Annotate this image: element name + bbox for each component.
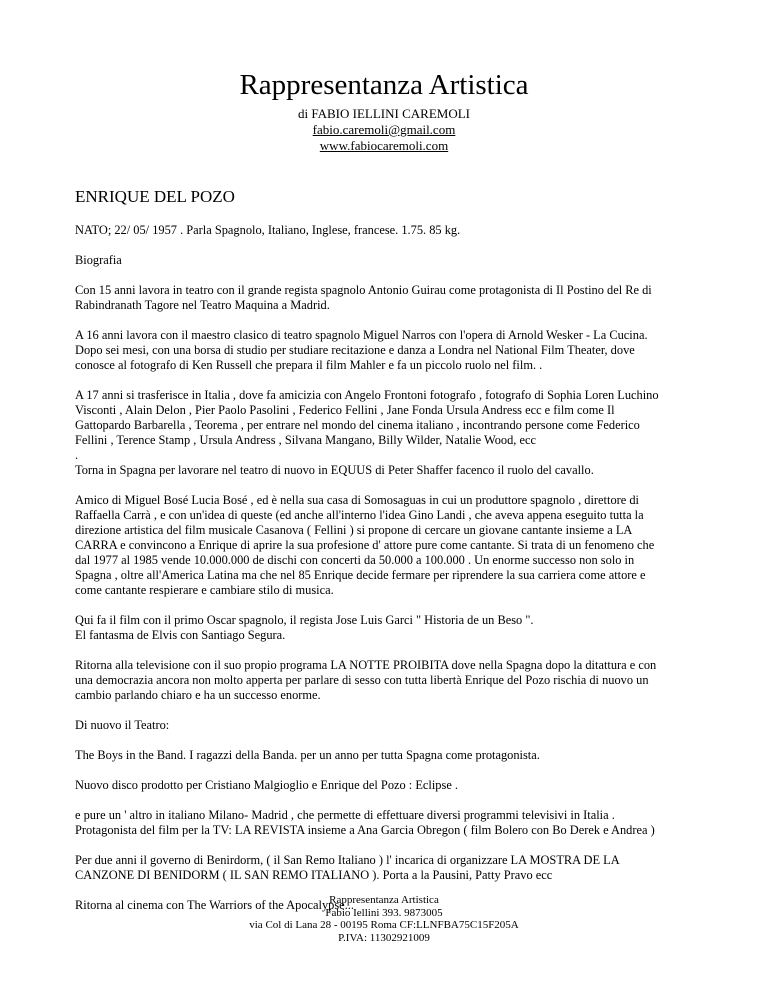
email-link[interactable]: fabio.caremoli@gmail.com — [312, 122, 456, 137]
paragraph: Qui fa il film con il primo Oscar spagnolo, il regista Jose Luis Garci " Historia de un Beso ". El fantasma de Elvis con Santiago Segura. — [75, 613, 534, 642]
paragraph: A 17 anni si trasferisce in Italia , dove fa amicizia con Angelo Frontoni fotografo , fotografo di Sophia Loren Luchino Visconti , Alain Delon , Pier Paolo Pasolini , Federico Fellini , Jane Fonda Ursula Andress ecc e film come Il Gattopardo Barbarella , Teorema , per entrare nel mondo del cinema italiano , incontrando persone come Federico Fellini , Terence Stamp , Ursula Andress , Silvana Mangano, Billy Wilder, Natalie Wood, ecc . Torna in Spagna per lavorare nel teatro di nuovo in EQUUS di Peter Shaffer facenco il ruolo del cavallo. — [75, 388, 659, 477]
paragraph: Nuovo disco prodotto per Cristiano Malgioglio e Enrique del Pozo : Eclipse . — [75, 778, 459, 792]
page-footer — [0, 894, 768, 944]
paragraph-biografia-heading: Biografia — [75, 253, 122, 267]
paragraph: A 16 anni lavora con il maestro clasico di teatro spagnolo Miguel Narros con l'opera di Arnold Wesker - La Cucina. Dopo sei mesi, con una borsa di studio per studiare recitazione e danza a Londra nel National Film Theater, dove conosce al fotografo di Ken Russell che prepara il film Mahler e fa un piccolo ruolo nel film. . — [75, 328, 648, 372]
agency-title: Rappresentanza Artistica — [239, 69, 529, 101]
document-body — [75, 186, 700, 928]
artist-name: ENRIQUE DEL POZO — [75, 187, 235, 206]
footer-agency: Rappresentanza Artistica — [329, 894, 439, 906]
agency-byline: di FABIO IELLINI CAREMOLI — [298, 106, 470, 121]
paragraph-birth-info: NATO; 22/ 05/ 1957 . Parla Spagnolo, Italiano, Inglese, francese. 1.75. 85 kg. — [75, 223, 461, 237]
website-link[interactable]: www.fabiocaremoli.com — [319, 138, 449, 153]
paragraph: Ritorna alla televisione con il suo propio programa LA NOTTE PROIBITA dove nella Spagna dopo la ditattura e con una democrazia ancora non molto apperta per parlare di sesso con tutta libertà Enrique del Pozo rischia di nuovo un cambio parlando chiaro e ha un successo enorme. — [75, 658, 657, 702]
letterhead — [0, 68, 768, 154]
paragraph: Per due anni il governo di Benirdorm, ( il San Remo Italiano ) l' incarica di organizzare LA MOSTRA DE LA CANZONE DI BENIDORM ( IL SAN REMO ITALIANO ). Porta a la Pausini, Patty Pravo ecc — [75, 853, 620, 882]
paragraph: Con 15 anni lavora in teatro con il grande regista spagnolo Antonio Guirau come protagonista di Il Postino del Re di Rabindranath Tagore nel Teatro Maquina a Madrid. — [75, 283, 652, 312]
paragraph: Ritorna al cinema con The Warriors of the Apocalypse... — [75, 898, 354, 912]
footer-phone: Fabio Iellini 393. 9873005 — [325, 906, 443, 919]
paragraph: e pure un ' altro in italiano Milano- Madrid , che permette di effettuare diversi programmi televisivi in Italia . Protagonista del film per la TV: LA REVISTA insieme a Ana Garcia Obregon ( film Bolero con Bo Derek e Andrea ) — [75, 808, 655, 837]
paragraph: Amico di Miguel Bosé Lucia Bosé , ed è nella sua casa di Somosaguas in cui un produttore spagnolo , direttore di Raffaella Carrà , e con un'idea di queste (ed anche all'interno l'idea Gino Landi , che aveva appena eseguito tutta la direzione artistica del film musicale Casanova ( Fellini ) si propone di cercare un giovane cantante insieme a LA CARRA e convincono a Enrique di aprire la sua profesione d' attore pure come cantante. Si trata di un fenomeno che dal 1977 al 1985 vende 10.000.000 de dischi con concerti da 50.000 a 100.000 . Un enorme successo non solo in Spagna , oltre all'America Latina ma che nel 85 Enrique decide fermare per riprendere la sua carriera come attore e come cantante respierare e cambiare stilo di musica. — [75, 493, 655, 597]
paragraph-teatro-heading: Di nuovo il Teatro: — [75, 718, 170, 732]
footer-vat: P.IVA: 11302921009 — [338, 931, 430, 944]
footer-address: via Col di Lana 28 - 00195 Roma CF:LLNFBA75C15F205A — [249, 919, 519, 931]
paragraph: The Boys in the Band. I ragazzi della Banda. per un anno per tutta Spagna come protagonista. — [75, 748, 540, 762]
